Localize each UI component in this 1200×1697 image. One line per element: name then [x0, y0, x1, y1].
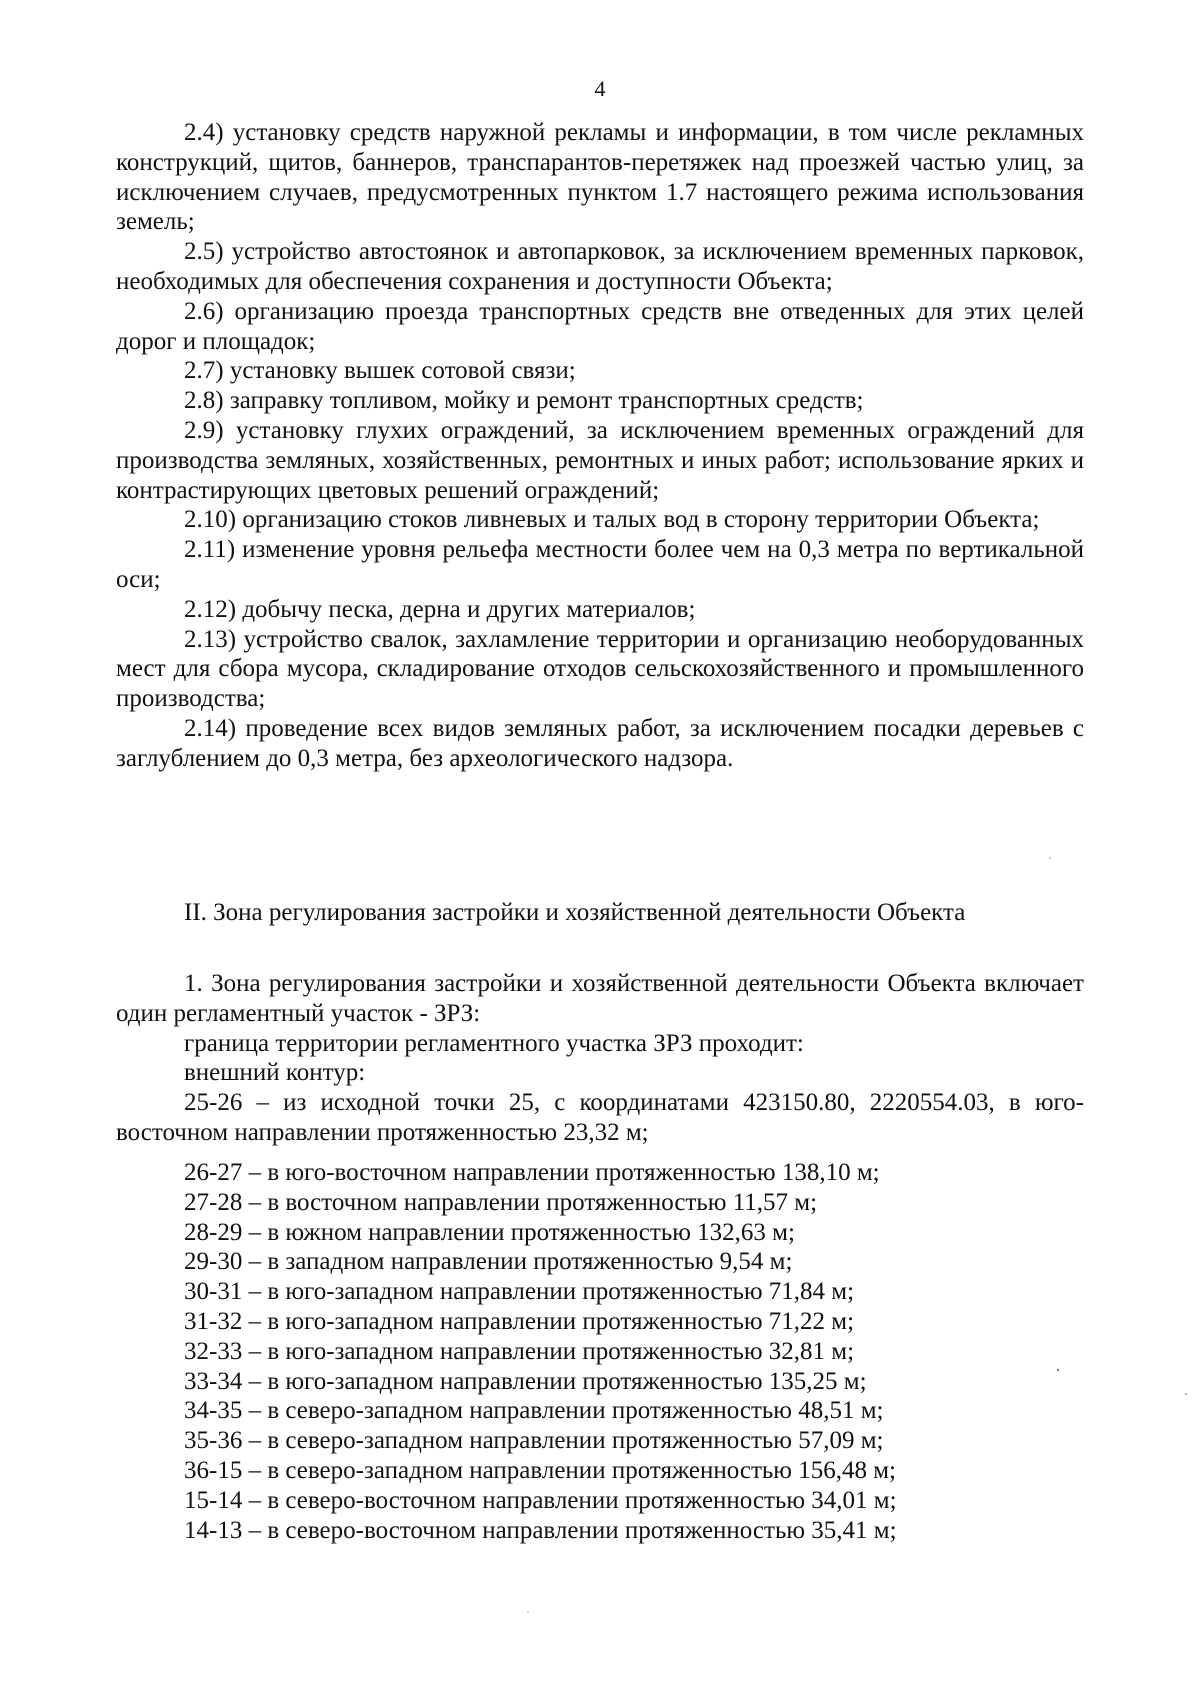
zone-paragraph: граница территории регламентного участка ЗРЗ проходит:: [184, 1029, 804, 1057]
scan-speck: [527, 1611, 529, 1613]
boundary-segment: 27-28 – в восточном направлении протяженностью 11,57 м;: [184, 1188, 818, 1216]
scan-speck: [1049, 857, 1051, 859]
zone-paragraph: 1. Зона регулирования застройки и хозяйственной деятельности Объекта включает один регламентный участок - ЗРЗ:: [116, 970, 1084, 1027]
prohibition-item: 2.7) установку вышек сотовой связи;: [184, 357, 576, 385]
prohibition-item: 2.13) устройство свалок, захламление территории и организацию необорудованных мест для сбора мусора, складирование отходов сельскохозяйственного и промышленного производства;: [116, 625, 1084, 713]
boundary-segment: 34-35 – в северо-западном направлении протяженностью 48,51 м;: [184, 1397, 884, 1425]
boundary-segment: 15-14 – в северо-восточном направлении протяженностью 34,01 м;: [184, 1486, 897, 1514]
prohibition-item: 2.8) заправку топливом, мойку и ремонт транспортных средств;: [184, 387, 864, 415]
prohibitions-list: [116, 118, 1084, 774]
boundary-segments-list: [116, 1158, 1084, 1545]
zone-description: [116, 969, 1084, 1148]
zone-paragraph: 25-26 – из исходной точки 25, с координатами 423150.80, 2220554.03, в юго-восточном направлении протяженностью 23,32 м;: [116, 1089, 1084, 1146]
prohibition-item: 2.11) изменение уровня рельефа местности более чем на 0,3 метра по вертикальной оси;: [116, 536, 1084, 593]
boundary-segment: 26-27 – в юго-восточном направлении протяженностью 138,10 м;: [184, 1159, 880, 1186]
boundary-segment: 28-29 – в южном направлении протяженностью 132,63 м;: [184, 1218, 795, 1246]
boundary-segment: 29-30 – в западном направлении протяженностью 9,54 м;: [184, 1248, 793, 1276]
prohibition-item: 2.5) устройство автостоянок и автопарковок, за исключением временных парковок, необходимых для обеспечения сохранения и доступности Объекта;: [116, 238, 1084, 295]
prohibition-item: 2.10) организацию стоков ливневых и талых вод в сторону территории Объекта;: [184, 506, 1040, 534]
boundary-segment: 14-13 – в северо-восточном направлении протяженностью 35,41 м;: [184, 1516, 897, 1544]
prohibition-item: 2.6) организацию проезда транспортных средств вне отведенных для этих целей дорог и площадок;: [116, 297, 1084, 355]
boundary-segment: 35-36 – в северо-западном направлении протяженностью 57,09 м;: [184, 1427, 884, 1455]
zone-paragraph: внешний контур:: [184, 1059, 366, 1087]
page-number: 4: [594, 76, 606, 101]
section-heading: II. Зона регулирования застройки и хозяйственной деятельности Объекта: [184, 899, 966, 926]
boundary-segment: 32-33 – в юго-западном направлении протяженностью 32,81 м;: [184, 1337, 855, 1365]
prohibition-item: 2.14) проведение всех видов земляных работ, за исключением посадки деревьев с заглублением до 0,3 метра, без археологического надзора.: [116, 714, 1084, 772]
boundary-segment: 30-31 – в юго-западном направлении протяженностью 71,84 м;: [184, 1278, 855, 1306]
boundary-segment: 33-34 – в юго-западном направлении протяженностью 135,25 м;: [184, 1367, 867, 1395]
scan-speck: [1185, 1393, 1187, 1395]
boundary-segment: 36-15 – в северо-западном направлении протяженностью 156,48 м;: [184, 1456, 896, 1484]
prohibition-item: 2.9) установку глухих ограждений, за исключением временных ограждений для производства земляных, хозяйственных, ремонтных и иных работ; использование ярких и контрастирующих цветовых решений ограждений;: [116, 416, 1084, 504]
prohibition-item: 2.12) добычу песка, дерна и других материалов;: [184, 595, 696, 623]
prohibition-item: 2.4) установку средств наружной рекламы и информации, в том числе рекламных конструкций, щитов, баннеров, транспарантов-перетяжек над проезжей частью улиц, за исключением случаев, предусмотренных пунктом 1.7 настоящего режима использования земель;: [116, 119, 1084, 236]
boundary-segment: 31-32 – в юго-западном направлении протяженностью 71,22 м;: [184, 1307, 855, 1335]
